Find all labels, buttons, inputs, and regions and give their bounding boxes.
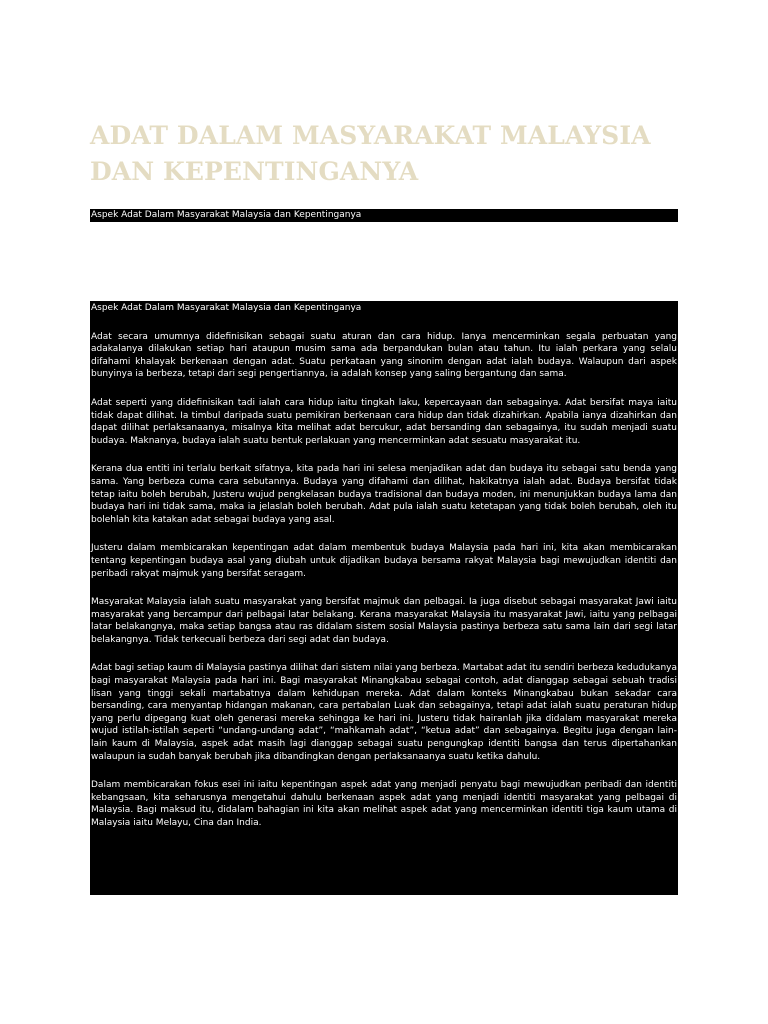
paragraph-7: Dalam membicarakan fokus esei ini iaitu kepentingan aspek adat yang menjadi penyatu bagi mewujudkan peribadi dan identiti kebangsaan, kita seharusnya mengetahui dahulu berkenaan aspek adat yang menjadi identiti masyarakat yang pelbagai di Malaysia. Bagi maksud itu, didalam bahagian ini kita akan melihat aspek adat yang mencerminkan identiti tiga kaum utama di Malaysia iaitu Melayu, Cina dan India. <box>91 780 677 828</box>
article-body <box>90 301 678 895</box>
paragraph-2: Adat seperti yang didefinisikan tadi ialah cara hidup iaitu tingkah laku, kepercayaan dan sebagainya. Adat bersifat maya iaitu tidak dapat dilihat. Ia timbul daripada suatu pemikiran berkenaan cara hidup dan tidak dizahirkan. Apabila ianya dizahirkan dan dapat dilihat perlaksanaanya, misalnya kita melihat adat bercukur, adat bersanding dan sebagainya, itu sudah menjadi suatu budaya. Maknanya, budaya ialah suatu bentuk perlakuan yang mencerminkan adat sesuatu masyarakat itu. <box>91 397 677 446</box>
subtitle-bar: Aspek Adat Dalam Masyarakat Malaysia dan Kepentinganya <box>90 209 678 222</box>
paragraph-4: Justeru dalam membicarakan kepentingan adat dalam membentuk budaya Malaysia pada hari ini, kita akan membicarakan tentang kepentingan budaya asal yang diubah untuk dijadikan budaya bersama rakyat Malaysia bagi mewujudkan identiti dan peribadi rakyat majmuk yang bersifat seragam. <box>91 543 677 579</box>
paragraph-3: Kerana dua entiti ini terlalu berkait sifatnya, kita pada hari ini selesa menjadikan adat dan budaya itu sebagai satu benda yang sama. Yang berbeza cuma cara sebutannya. Budaya yang difahami dan dilihat, hakikatnya ialah adat. Budaya bersifat tidak tetap iaitu boleh berubah, Justeru wujud pengkelasan budaya tradisional dan budaya moden, ini menunjukkan budaya lama dan budaya hari ini tidak sama, maka ia jelaslah boleh berubah. Adat pula ialah suatu ketetapan yang tidak boleh berubah, oleh itu bolehlah kita katakan adat sebagai budaya yang asal. <box>91 464 677 525</box>
article-heading: Aspek Adat Dalam Masyarakat Malaysia dan Kepentinganya <box>91 303 362 313</box>
paragraph-6: Adat bagi setiap kaum di Malaysia pastinya dilihat dari sistem nilai yang berbeza. Martabat adat itu sendiri berbeza kedudukanya bagi masyarakat Malaysia pada hari ini. Bagi masyarakat Minangkabau sebagai contoh, adat dianggap sebagai sebuah tradisi lisan yang tinggi sekali martabatnya dalam kehidupan mereka. Adat dalam konteks Minangkabau bukan sekadar cara bersanding, cara menyantap hidangan makanan, cara pertabalan Luak dan sebagainya, tetapi adat ialah suatu peraturan hidup yang perlu dipegang kuat oleh generasi mereka sehingga ke hari ini. Justeru tidak hairanlah jika didalam masyarakat mereka wujud istilah-istilah seperti “undang-undang adat”, “mahkamah adat”, “ketua adat” dan sebagainya. Begitu juga dengan lain-lain kaum di Malaysia, aspek adat masih lagi dianggap sebagai suatu pengungkap identiti bangsa dan terus dipertahankan walaupun ia sudah banyak berubah jika dibandingkan dengan perlaksanaanya suatu ketika dahulu. <box>91 663 677 762</box>
paragraph-1: Adat secara umumnya didefinisikan sebagai suatu aturan dan cara hidup. Ianya mencerminkan segala perbuatan yang adakalanya dilakukan setiap hari ataupun musim sama ada berpandukan bulan atau tahun. Itu ialah perkara yang selalu difahami khalayak berkenaan dengan adat. Suatu perkataan yang sinonim dengan adat ialah budaya. Walaupun dari aspek bunyinya ia berbeza, tetapi dari segi pengertiannya, ia adalah konsep yang saling bergantung dan sama. <box>91 331 677 380</box>
page-title: ADAT DALAM MASYARAKAT MALAYSIA DAN KEPENTINGANYA <box>90 121 651 186</box>
paragraph-5: Masyarakat Malaysia ialah suatu masyarakat yang bersifat majmuk dan pelbagai. Ia juga disebut sebagai masyarakat Jawi iaitu masyarakat yang bercampur dari pelbagai latar belakang. Kerana masyarakat Malaysia itu masyarakat Jawi, iaitu yang pelbagai latar belakangnya, maka setiap bangsa atau ras didalam sistem sosial Malaysia pastinya berbeza satu sama lain dari segi latar belakangnya. Tidak terkecuali berbeza dari segi adat dan budaya. <box>91 597 677 645</box>
